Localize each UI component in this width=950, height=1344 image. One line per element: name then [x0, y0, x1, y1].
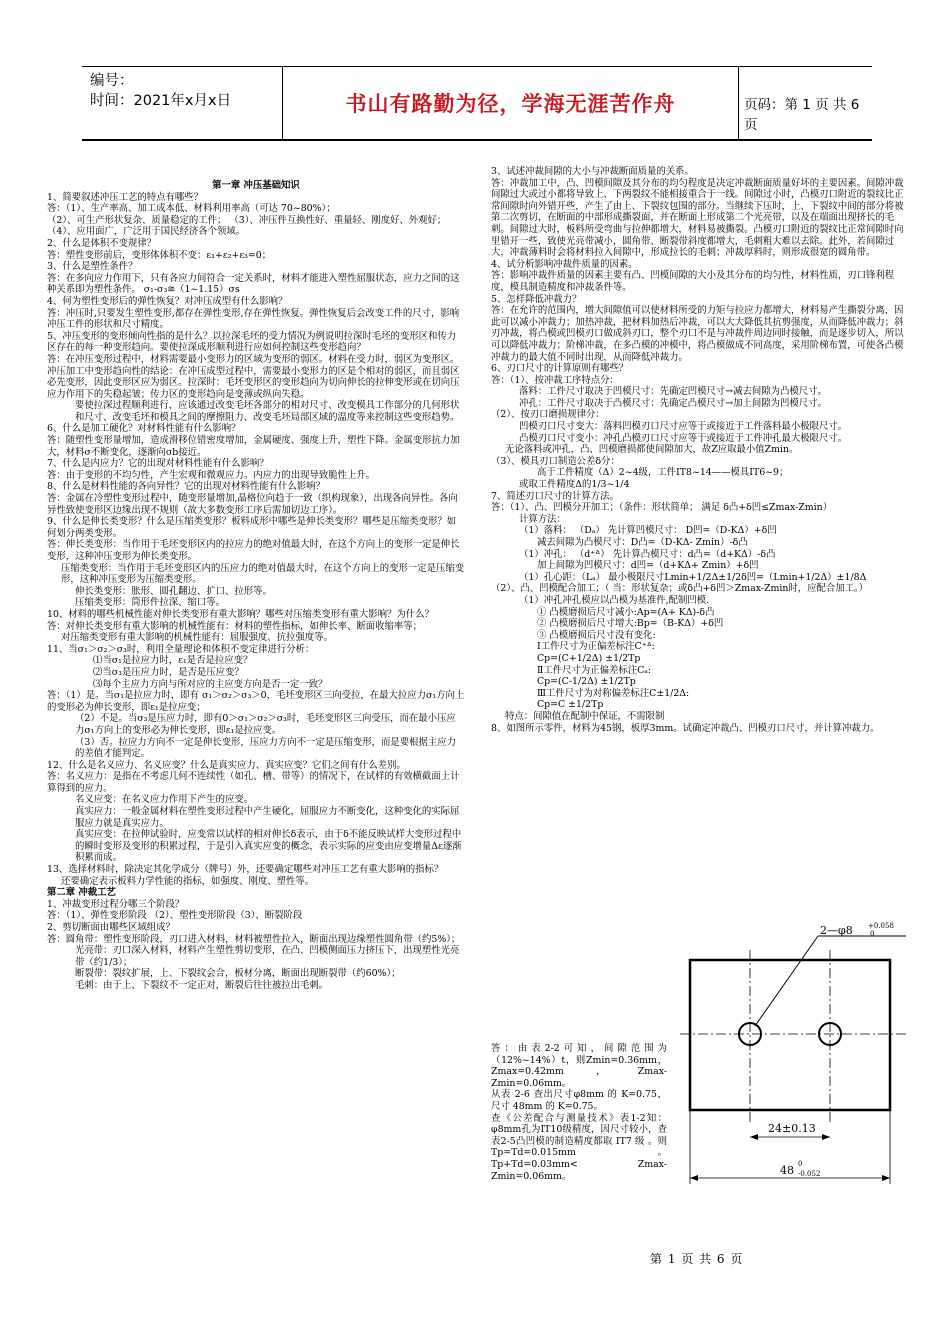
- dim-arrow: [750, 1134, 758, 1140]
- dim-arrow: [690, 1175, 698, 1181]
- text-line: 凸模刃口尺寸变小：冲孔凸模刃口尺寸应等于或接近于工件冲孔最大极限尺寸。: [519, 432, 848, 444]
- dim-24-label: 24±0.13: [768, 1122, 816, 1135]
- text-line: 冲孔：工件尺寸取决于凸模尺寸：先确定凸模尺寸→加上间隙为凹模尺寸。: [519, 397, 827, 409]
- text-line: ② 凸模磨损后尺寸增大:Bp=（B-KΔ）+δ凹: [537, 618, 724, 630]
- text-line: Cp=(C+1/2Δ) ±1/2Tp: [537, 652, 641, 664]
- dim-48-label: 48: [780, 1164, 794, 1177]
- text-line: 名义应变：在名义应力作用下产生的应变。: [75, 794, 254, 806]
- text-line: ③ 凸模磨损后尺寸没有变化:: [537, 629, 656, 641]
- text-line: 1、简要叙述冲压工艺的特点有哪些？: [47, 191, 203, 203]
- text-line: 答：名义应力：是指在不考虑几何不连续性（如孔、槽、带等）的情况下，在试样的有效横截面上计算得到的应力。: [47, 771, 460, 794]
- text-line: 答：塑性变形前后，变形体体积不变：ε₁+ε₂+ε₃=0；: [47, 249, 272, 261]
- text-line: 答：（1）、凸、凹模分开加工；（条件：形状简单； 满足 δ凸+δ凹≤Zmax-Zmin）: [491, 502, 833, 514]
- left-text-column: [47, 180, 465, 992]
- text-line: 第二章 冲裁工艺: [47, 887, 116, 899]
- text-line: 3、试述冲裁间隙的大小与冲裁断面质量的关系。: [491, 166, 694, 177]
- text-line: Cp=C ±1/2Tp: [537, 699, 604, 711]
- text-line: 凹模刃口尺寸变大：落料凹模刃口尺寸应等于或接近于工件落料最小极限尺寸。: [519, 421, 848, 433]
- text-line: 答：伸长类变形：当作用于毛坯变形区内的拉应力的绝对值最大时，在这个方向上的变形一定是伸长变形，这种冲压变形为伸长类变形。: [47, 539, 460, 562]
- text-line: 真实应力：一般金属材料在塑性变形过程中产生硬化，屈服应力不断变化，这种变化的实际屈服应力就是真实应力。: [75, 806, 460, 829]
- doc-time: 时间：2021年x月x日: [90, 93, 232, 109]
- text-line: 2、剪切断面由哪些区域组成？: [47, 922, 175, 933]
- header-meta: [90, 71, 280, 111]
- hole-tolerance-lower: 0: [870, 930, 875, 938]
- text-line: 3、什么是塑性条件？: [47, 261, 138, 273]
- text-line: 8、什么是材料性能的各向异性？它的出现对材料性能有什么影响？: [47, 481, 325, 493]
- text-line: 答：在允许的范围内，增大间隙值可以使材料所受的力矩与拉应力都增大，材料易产生撕裂分离，因此可以减小冲裁力；加热冲裁，把材料加热后冲裁，可以大大降低其抗剪强度，从而降低冲裁力；斜刃冲裁，将凸模或凹模刃口做成斜刃口，整个刃口不是与冲裁件周边同时接触，而是逐步切入，所以可以降低冲裁力；阶梯冲裁，在多凸模的冲模中，将凸模做成不同高度，采用阶梯布置，可使各凸模冲裁力的最大值不同时出现，从而降低冲裁力。: [491, 305, 904, 363]
- text-line: 1、冲裁变形过程分哪三个阶段？: [47, 898, 185, 910]
- dim-arrow: [882, 1175, 890, 1181]
- hole-label: 2—φ8: [820, 924, 853, 937]
- text-line: 答：（1）是。当σ₁是拉应力时，即有 σ₁＞σ₂＞σ₃＞0，毛坯变形区三向受拉，在最大拉应力σ₁方向上的变形必为伸长变形，即ε₁是拉应变；: [47, 690, 465, 713]
- text-line: 4、试分析影响冲裁件质量的因素。: [491, 258, 638, 270]
- text-line: （2）、凸、凹模配合加工；（ 当：形状复杂；或δ凸+δ凹＞Zmax-Zmin时，应配合加工。）: [491, 583, 869, 595]
- text-line: 答：对伸长类变形有重大影响的机械性能有：材料的塑性指标，如伸长率、断面收缩率等；: [47, 620, 423, 632]
- text-line: 6、刃口尺寸的计算原则有哪些？: [491, 363, 629, 375]
- text-line: 4、何为塑性变形后的弹性恢复？对冲压成型有什么影响？: [47, 295, 288, 307]
- right-text-column: [491, 166, 907, 734]
- text-line: 光亮带：刃口深入材料，材料产生塑性剪切变形，在凸、凹模侧面压力挤压下，出现塑性光亮带（约1/3）；: [75, 945, 460, 968]
- hole-leader-line: [755, 936, 818, 1026]
- text-line: （2）、按刃口磨损规律分：: [491, 409, 605, 421]
- text-line: Ⅰ工件尺寸为正偏差标注C⁺ᐞ:: [537, 641, 655, 653]
- text-line: 答：金属在冷塑性变形过程中，随变形量增加,晶格位向趋于一致（织构现象），出现各向异性。各向异性致使变形区边缘出现不规则（故大多数变形工序后需加切边工序）。: [47, 493, 458, 516]
- text-line: 加上间隙为凹模尺寸：d凹=（d+KΔ+ Zmin）+δ凹: [537, 560, 759, 572]
- text-line: 7、什么是内应力？它的出现对材料性能有什么影响？: [47, 458, 269, 470]
- text-line: 2、什么是体积不变规律？: [47, 237, 157, 249]
- text-line: 5、冲压变形的变形倾向性指的是什么？以拉深毛坯的受力情况为例说明拉深时毛坯的变形区和传力区存在的每一种变形趋向。要使拉深成形顺利进行应如何控制这些变形趋向？: [47, 330, 457, 354]
- text-line: 特点：间隙值在配制中保证，不需限制: [505, 710, 665, 722]
- text-line: 对压缩类变形有重大影响的机械性能有：屈服强度、抗拉强度等。: [61, 632, 333, 644]
- header-page-number: 页码：第 1 页 共 6 页: [744, 97, 860, 133]
- text-line: 计算方法：: [519, 513, 566, 525]
- text-line: 9、什么是伸长类变形？什么是压缩类变形？板料成形中哪些是伸长类变形？哪些是压缩类变形？如何划分两类变形。: [47, 516, 457, 539]
- part-drawing: [680, 922, 916, 1190]
- text-line: Ⅱ工件尺寸为正偏差标注Cₐ:: [537, 664, 652, 676]
- text-line: （3）、模具刃口制造公差δ分：: [491, 455, 620, 467]
- text-line: 压缩类变形：当作用于毛坯变形区内的压应力的绝对值最大时，在这个方向上的变形一定是压缩变形，这种冲压变形为压缩类变形。: [61, 562, 465, 586]
- page-footer: 第 1 页 共 6 页: [650, 1252, 744, 1266]
- text-line: 5、怎样降低冲裁力？: [491, 293, 582, 305]
- text-line: 答：（1）、生产率高、加工成本低、材料利用率高（可达 70~80%）；: [47, 203, 336, 215]
- text-line: 13、选择材料时，除决定其化学成分（牌号）外，还要确定哪些对冲压工艺有重大影响的指标？: [47, 864, 444, 876]
- text-line: 或取工件精度Δ的1/3~1/4: [519, 479, 630, 491]
- text-line: 答：（1）、按冲裁工序特点分：: [491, 374, 619, 386]
- text-line: 要使拉深过程顺利进行，应该通过改变毛坯各部分的相对尺寸、改变模具工作部分的几何形状和尺寸、改变毛坯和模具之间的摩擦阻力、改变毛坯局部区域的温度等来控制这些变形趋势。: [75, 400, 460, 423]
- text-line: 10、材料的哪些机械性能对伸长类变形有重大影响？哪些对压缩类变形有重大影响？为什么？: [47, 608, 434, 620]
- dim-48-tolerance-lower: -0.052: [798, 1170, 821, 1178]
- text-line: ① 凸模磨损后尺寸减小:Ap=(A+ KΔ)-δ凸: [537, 606, 715, 618]
- question-8-answer: [491, 1043, 667, 1182]
- dim-arrow: [822, 1134, 830, 1140]
- text-line: （2）、可生产形状复杂、质量稳定的工件； （3）、冲压件互换性好、重量轻、刚度好、外观好； （4）、应用面广，广泛用于国民经济各个领域。: [47, 214, 447, 238]
- header-motto: 书山有路勤为径，学海无涯苦作舟: [282, 67, 739, 139]
- doc-number: 编号：: [90, 73, 134, 89]
- text-line: 答：随塑性变形量增加，造成滑移位错密度增加，金属硬度、强度上升，塑性下降。金属变形抗力加大，材料σ不断变化，逐渐向σb接近。: [47, 435, 460, 458]
- text-line: （1）孔心距：（Lₐ） 最小极限尺寸Lmin+1/2Δ±1/2δ凹=（Lmin+1/2Δ）±1/8Δ: [519, 571, 867, 583]
- text-line: 8、如图所示零件，材料为45钢，板厚3mm。试确定冲裁凸、凹模刃口尺寸，并计算冲裁力。: [491, 722, 880, 734]
- text-line: 落料：工件尺寸取决于凹模尺寸：先确定凹模尺寸→减去间隙为凸模尺寸。: [519, 386, 827, 398]
- text-line: （1）落料： （Dₐ） 先计算凹模尺寸： D凹=（D-KΔ）+δ凹: [519, 525, 777, 537]
- text-line: 6、什么是加工硬化？对材料性能有什么影响？: [47, 423, 241, 435]
- answer-paragraph: 从表 2-6 查出尺寸φ8mm 的 K=0.75，尺寸 48mm 的 K=0.75。: [491, 1089, 667, 1112]
- text-line: 无论落料或冲孔，凸、凹模磨损都使间隙加大，故Z应取最小值Zmin。: [505, 444, 799, 456]
- text-line: ⑴当σ₁是拉应力时，ε₁是否是拉应变？: [93, 655, 253, 667]
- answer-paragraph: 答：由表2-2可知，间隙范围为（12%~14%）t，则Zmin=0.36mm， Zmax=0.42mm，Zmax-Zmin=0.06mm。: [491, 1043, 667, 1089]
- text-line: 答：冲裁加工中，凸、凹模间隙及其分布的均匀程度是决定冲裁断面质量好坏的主要因素。间隙冲裁间隙过大或过小都将导致上、下两裂纹不能相接重合于一线。间隙过小时，凸模刃口附近的裂纹比正常间隙时向外错开些，产生了由上、下裂纹包围的部分。当继续下压时，上、下裂纹中间的部分将被第二次剪切，在断面的中部形成撕裂面，并在断面上形成第二个光亮带，以及在端面出现挤长的毛刺。间隙过大时，板料所受弯曲与拉伸都增大，材料易被撕裂。凸模刃口附近的裂纹比正常间隙时向里错开一些，致使光亮带减小，圆角带、断裂带斜度都增大，毛刺粗大难以去除。此外，若间隙过大，冲裁薄料时会将材料拉入间隙中，形成拉长的毛刺；冲裁厚料时，则形成很宽的圆角带。: [491, 177, 904, 259]
- text-line: 11、当σ₁＞σ₂＞σ₃时，利用全量理论和体积不变定律进行分析：: [47, 643, 315, 655]
- text-line: Cp=(C-1/2Δ) ±1/2Tp: [537, 676, 636, 688]
- text-line: 答：（1）、弹性变形阶段 （2）、塑性变形阶段（3）、断裂阶段: [47, 910, 303, 922]
- text-line: 答：在冲压变形过程中，材料需要最小变形力的区域为变形的弱区。材料在受力时，弱区为变形区。冲压加工中变形趋向性的结论：在冲压成型过程中，需要最小变形力的区是个相对的弱区，而且弱区必先变形，因此变形区应为弱区。拉深时：毛坯变形区的变形趋向为切向伸长的拉伸变形或在切向压应力作用下的失稳起皱；传力区的变形趋向是变薄或纵向失稳。: [47, 353, 460, 400]
- text-line: （2）不是。当σ₃是压应力时，即有0＞σ₁＞σ₂＞σ₃时，毛坯变形区三向受压，而在最小压应力σ₁方向上的变形必为伸长变形，即ε₁是拉应变。: [75, 713, 456, 736]
- text-line: 答：由于变形的不均匀性，产生宏观和微观应力。内应力的出现导致脆性上升。: [47, 469, 376, 481]
- part-outline: [690, 960, 890, 1110]
- text-line: （1）冲孔： （d⁺ᐞ） 先计算凸模尺寸：d凸=（d+KΔ）-δ凸: [519, 548, 776, 560]
- text-line: 还要确定表示板料力学性能的指标，如强度、刚度、塑性等。: [61, 875, 315, 887]
- text-line: ⑶每个主应力方向与所对应的主应变方向是否一定一致？: [93, 678, 328, 690]
- answer-paragraph: 查《公差配合与测量技术》表1-2知：φ8mm孔为IT10级精度，因尺寸较小，查表2-5凸凹模的制造精度都取 IT7 级 。则 Tp=Td=0.015mm 。 Tp+Td=0.03mm< Zmax-Zmin=0.06mm。: [491, 1112, 667, 1182]
- text-line: Ⅲ工件尺寸为对称偏差标注C±1/2Δ:: [537, 687, 690, 699]
- dim-48-tolerance-upper: 0: [798, 1160, 803, 1168]
- text-line: 高于工件精度（Δ）2~4级，工件IT8~14——模具IT6~9；: [537, 467, 789, 479]
- text-line: （3）否。拉应力方向不一定是伸长变形，压应力方向不一定是压缩变形，而是要根据主应力的差值才能判定。: [75, 736, 456, 760]
- text-line: 12、什么是名义应力、名义应变？什么是真实应力、真实应变？它们之间有什么差别。: [47, 759, 406, 771]
- text-line: 答：在多向应力作用下，只有各应力间符合一定关系时，材料才能进入塑性屈服状态，应力之间的这种关系即为塑性条件。 σ₁-σ₃≅（1~1.15）σs: [47, 272, 460, 296]
- text-line: 答：影响冲裁件质量的因素主要有凸、凹模间隙的大小及其分布的均匀性，材料性质，刃口锋利程度，模具制造精度和冲裁条件等。: [491, 270, 895, 293]
- text-line: 第一章 冲压基础知识: [212, 180, 300, 191]
- text-line: 7、简述刃口尺寸的计算方法。: [491, 490, 619, 502]
- page-header: [82, 66, 872, 141]
- text-line: 真实应变：在拉伸试验时，应变常以试样的相对伸长δ表示，由于δ不能反映试样大变形过程中的瞬时变形及变形的积累过程，于是引入真实应变的概念，表示实际的应变由应变增量Δε逐渐积累而成。: [75, 829, 462, 864]
- text-line: 减去间隙为凸模尺寸：D凸=（D-KΔ- Zmin）-δ凸: [537, 537, 748, 548]
- text-line: ⑵当σ₃是压应力时，是否是压应变？: [93, 666, 244, 678]
- text-line: 伸长类变形：胀形、圆孔翻边、扩口、拉形等。: [75, 585, 272, 597]
- hole-tolerance-upper: +0.058: [868, 922, 894, 930]
- text-line: 答：圆角带：塑性变形阶段，刃口进入材料，材料被塑性拉入，断面出现边缘塑性圆角带（约5%）；: [47, 933, 461, 945]
- text-line: 断裂带：裂纹扩展，上、下裂纹会合，板材分离，断面出现断裂带（约60%）；: [75, 968, 401, 980]
- text-line: 毛刺：由于上、下裂纹不一定正对，断裂后往往被拉出毛刺。: [75, 979, 329, 991]
- text-line: 压缩类变形：筒形件拉深、缩口等。: [75, 597, 226, 609]
- text-line: （1）冲孔冲孔模应以凸模为基准件,配制凹模.: [519, 594, 710, 606]
- text-line: 答：冲压时,只要发生塑性变形,都存在弹性变形,存在弹性恢复。弹性恢复后会改变工件的尺寸，影响冲压工件的形状和尺寸精度。: [47, 307, 460, 331]
